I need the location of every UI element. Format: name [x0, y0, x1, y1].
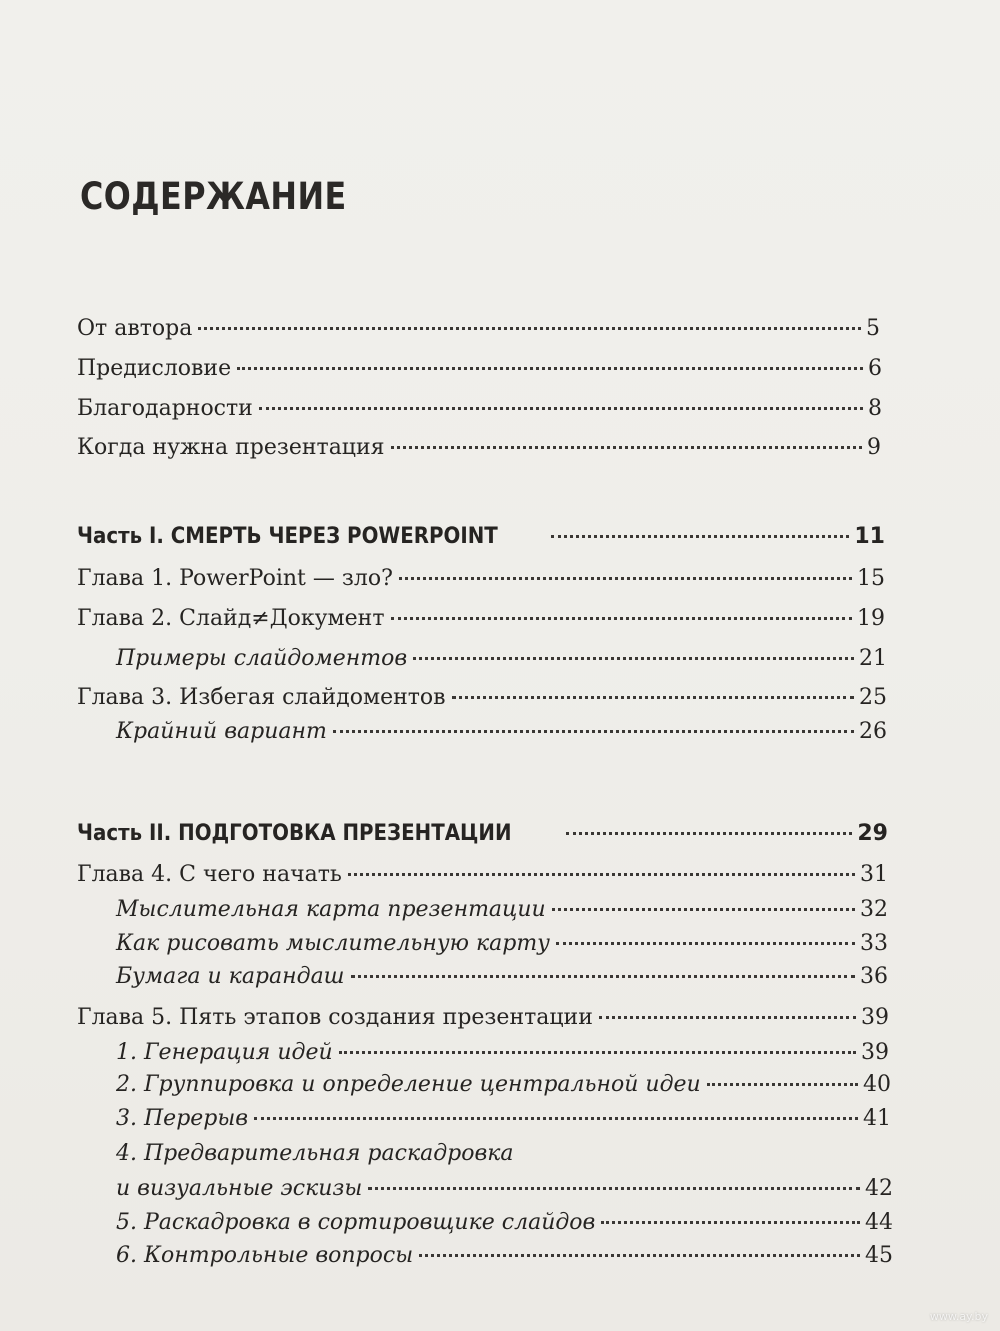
dot-leader — [399, 577, 852, 580]
dot-leader — [348, 873, 855, 876]
toc-entry-label: Мыслительная карта презентации — [116, 897, 546, 922]
toc-part-label: Часть II. ПОДГОТОВКА ПРЕЗЕНТАЦИИ — [77, 821, 512, 846]
dot-leader — [556, 942, 855, 945]
toc-entry-label: Когда нужна презентация — [77, 435, 385, 460]
toc-entry-label: и визуальные эскизы — [116, 1176, 363, 1201]
toc-page-number: 41 — [863, 1106, 891, 1131]
toc-chapter-4 — [77, 861, 888, 889]
toc-entry-label: Как рисовать мыслительную карту — [116, 931, 550, 956]
toc-page-number: 42 — [865, 1176, 893, 1201]
dot-leader — [552, 908, 855, 911]
toc-page-number: 8 — [868, 396, 882, 421]
toc-page-number: 19 — [857, 606, 885, 631]
toc-entry-when-needed — [77, 434, 881, 462]
dot-leader — [254, 1117, 858, 1120]
toc-page-number: 45 — [865, 1243, 893, 1268]
toc-entry-label: Крайний вариант — [116, 719, 327, 744]
dot-leader — [237, 367, 863, 370]
toc-chapter-1 — [77, 565, 885, 593]
toc-entry-label: 3. Перерыв — [116, 1106, 249, 1131]
dot-leader — [707, 1083, 858, 1086]
toc-section-4-2 — [116, 930, 888, 958]
toc-entry-label: Примеры слайдоментов — [116, 646, 408, 671]
toc-entry-label: 2. Группировка и определение центральной идеи — [116, 1072, 701, 1097]
toc-entry-label: Бумага и карандаш — [116, 964, 345, 989]
dot-leader — [391, 446, 863, 449]
watermark: www.ay.by — [929, 1310, 988, 1323]
dot-leader — [198, 327, 861, 330]
toc-page-number: 31 — [860, 862, 888, 887]
toc-part-1 — [77, 523, 885, 551]
toc-section-5-1 — [116, 1039, 889, 1067]
toc-entry-label: 6. Контрольные вопросы — [116, 1243, 414, 1268]
toc-page-number: 11 — [854, 524, 885, 549]
toc-section-5-4-first-line: 4. Предварительная раскадровка — [116, 1141, 514, 1166]
toc-page-number: 9 — [867, 435, 881, 460]
toc-page-number: 33 — [860, 931, 888, 956]
page-title: СОДЕРЖАНИЕ — [80, 175, 347, 218]
toc-entry-label: Глава 4. С чего начать — [77, 862, 342, 887]
toc-page-number: 29 — [857, 821, 888, 846]
toc-page-number: 5 — [866, 316, 880, 341]
dot-leader — [413, 657, 854, 660]
toc-chapter-3 — [77, 684, 887, 712]
dot-leader — [601, 1221, 860, 1224]
toc-part-label: Часть I. СМЕРТЬ ЧЕРЕЗ POWERPOINT — [77, 524, 498, 549]
toc-entry-acknowledgements — [77, 395, 882, 423]
toc-chapter-2 — [77, 605, 885, 633]
toc-entry-label: 1. Генерация идей — [116, 1040, 333, 1065]
toc-page-number: 36 — [860, 964, 888, 989]
toc-page-number: 39 — [861, 1040, 889, 1065]
toc-entry-preface — [77, 355, 882, 383]
toc-part-2 — [77, 820, 888, 848]
toc-section-4-1 — [116, 896, 888, 924]
dot-leader — [368, 1187, 860, 1190]
toc-section-4-3 — [116, 963, 888, 991]
toc-entry-label: Глава 1. PowerPoint — зло? — [77, 566, 393, 591]
dot-leader — [333, 730, 854, 733]
toc-entry-label: Глава 3. Избегая слайдоментов — [77, 685, 446, 710]
toc-page-number: 40 — [863, 1072, 891, 1097]
toc-section-5-5 — [116, 1209, 893, 1237]
toc-section-5-2 — [116, 1071, 891, 1099]
dot-leader — [452, 696, 854, 699]
toc-entry-label: Предисловие — [77, 356, 232, 381]
dot-leader — [551, 535, 850, 538]
toc-entry-author — [77, 315, 880, 343]
toc-page-number: 21 — [859, 646, 887, 671]
toc-page-number: 15 — [857, 566, 885, 591]
toc-section-5-4 — [116, 1175, 893, 1203]
toc-entry-label: 5. Раскадровка в сортировщике слайдов — [116, 1210, 596, 1235]
toc-page-number: 6 — [868, 356, 882, 381]
dot-leader — [391, 617, 853, 620]
toc-page-number: 44 — [865, 1210, 893, 1235]
dot-leader — [419, 1254, 860, 1257]
toc-page-number: 26 — [859, 719, 887, 744]
toc-page-number: 32 — [860, 897, 888, 922]
toc-entry-label: Благодарности — [77, 396, 253, 421]
dot-leader — [599, 1016, 856, 1019]
toc-entry-label: Глава 2. Слайд≠Документ — [77, 606, 385, 631]
dot-leader — [351, 975, 855, 978]
toc-page-number: 39 — [861, 1005, 889, 1030]
toc-entry-label: Глава 5. Пять этапов создания презентации — [77, 1005, 593, 1030]
toc-section-5-3 — [116, 1105, 891, 1133]
toc-page-number: 25 — [859, 685, 887, 710]
dot-leader — [566, 832, 853, 835]
dot-leader — [339, 1051, 856, 1054]
toc-section-2-1 — [116, 645, 887, 673]
toc-entry-label: От автора — [77, 316, 193, 341]
dot-leader — [259, 407, 863, 410]
toc-section-3-1 — [116, 718, 887, 746]
toc-chapter-5 — [77, 1004, 889, 1032]
toc-section-5-6 — [116, 1242, 893, 1270]
